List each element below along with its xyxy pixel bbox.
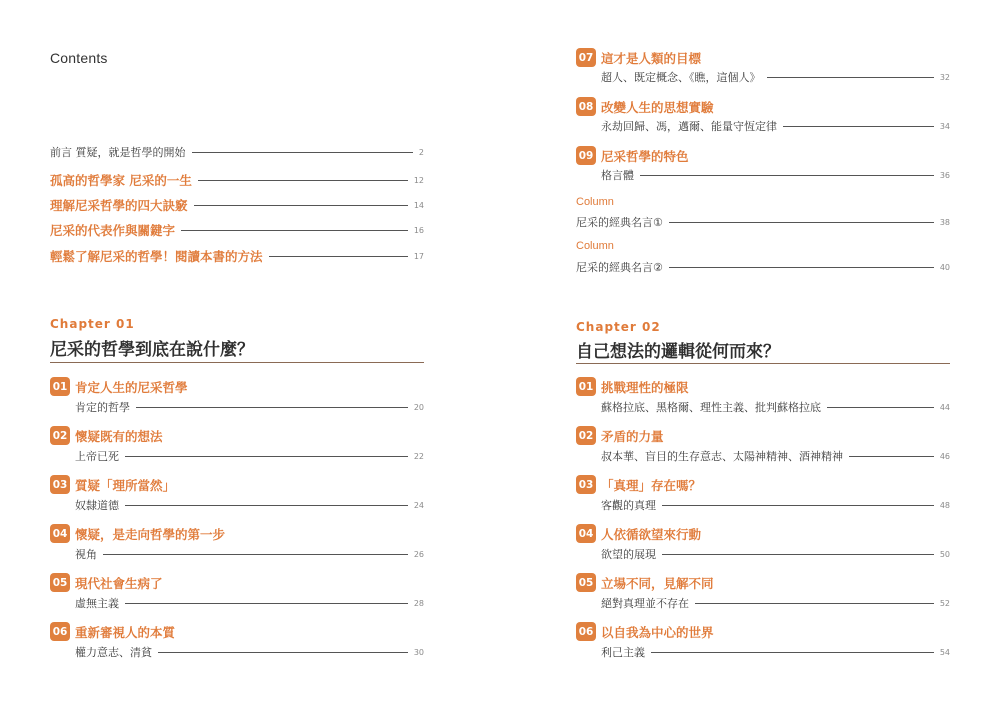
section-number-badge: 01 bbox=[576, 377, 596, 396]
leader-line bbox=[125, 603, 408, 604]
toc-subentry[interactable] bbox=[601, 118, 950, 134]
page-number: 2 bbox=[418, 147, 424, 157]
entry-title: 叔本華、盲目的生存意志、太陽神精神、酒神精神 bbox=[601, 450, 843, 463]
section-title[interactable]: 尼采哲學的特色 bbox=[601, 149, 689, 164]
toc-column-entry[interactable] bbox=[576, 214, 950, 230]
section-title[interactable]: 挑戰理性的極限 bbox=[601, 380, 689, 395]
page-number: 22 bbox=[413, 451, 424, 461]
leader-line bbox=[695, 603, 934, 604]
entry-title: 上帝已死 bbox=[75, 450, 119, 463]
entry-title: 絕對真理並不存在 bbox=[601, 597, 689, 610]
column-label: Column bbox=[576, 196, 614, 208]
toc-subentry[interactable] bbox=[601, 644, 950, 660]
leader-line bbox=[767, 77, 934, 78]
toc-subentry[interactable] bbox=[75, 595, 424, 611]
entry-title: 肯定的哲學 bbox=[75, 401, 130, 414]
chapter-rule bbox=[50, 362, 424, 363]
section-number-badge: 03 bbox=[576, 475, 596, 494]
toc-subentry[interactable] bbox=[601, 167, 950, 183]
page-number: 40 bbox=[939, 262, 950, 272]
toc-subentry[interactable] bbox=[601, 399, 950, 415]
entry-title: 永劫回歸、馮，邁爾、能量守恆定律 bbox=[601, 120, 777, 133]
page-number: 28 bbox=[413, 598, 424, 608]
toc-entry-preface[interactable] bbox=[50, 144, 424, 160]
entry-title: 輕鬆了解尼采的哲學！閱讀本書的方法 bbox=[50, 249, 263, 264]
page-number: 36 bbox=[939, 170, 950, 180]
page-number: 17 bbox=[413, 251, 424, 261]
leader-line bbox=[640, 175, 934, 176]
section-title[interactable]: 以自我為中心的世界 bbox=[601, 625, 714, 640]
section-number-badge: 07 bbox=[576, 48, 596, 67]
section-number-badge: 02 bbox=[576, 426, 596, 445]
leader-line bbox=[103, 554, 408, 555]
section-number-badge: 03 bbox=[50, 475, 70, 494]
toc-subentry[interactable] bbox=[75, 546, 424, 562]
entry-title: 客觀的真理 bbox=[601, 499, 656, 512]
chapter-label: Chapter 02 bbox=[576, 320, 661, 334]
leader-line bbox=[125, 456, 408, 457]
leader-line bbox=[158, 652, 408, 653]
entry-title: 孤高的哲學家 尼采的一生 bbox=[50, 173, 192, 188]
entry-title: 虛無主義 bbox=[75, 597, 119, 610]
leader-line bbox=[669, 222, 934, 223]
toc-entry-intro-2[interactable] bbox=[50, 197, 424, 213]
entry-title: 利己主義 bbox=[601, 646, 645, 659]
page-number: 26 bbox=[413, 549, 424, 559]
page-number: 52 bbox=[939, 598, 950, 608]
section-number-badge: 05 bbox=[576, 573, 596, 592]
section-number-badge: 08 bbox=[576, 97, 596, 116]
section-number-badge: 06 bbox=[576, 622, 596, 641]
entry-title: 理解尼采哲學的四大訣竅 bbox=[50, 198, 188, 213]
section-title[interactable]: 人依循欲望來行動 bbox=[601, 527, 702, 542]
section-number-badge: 02 bbox=[50, 426, 70, 445]
toc-subentry[interactable] bbox=[75, 497, 424, 513]
chapter-label: Chapter 01 bbox=[50, 317, 135, 331]
section-title[interactable]: 這才是人類的目標 bbox=[601, 51, 702, 66]
section-title[interactable]: 肯定人生的尼采哲學 bbox=[75, 380, 188, 395]
entry-title: 前言 質疑，就是哲學的開始 bbox=[50, 146, 186, 159]
section-title[interactable]: 懷疑既有的想法 bbox=[75, 429, 163, 444]
leader-line bbox=[662, 505, 934, 506]
section-number-badge: 01 bbox=[50, 377, 70, 396]
entry-title: 奴隸道德 bbox=[75, 499, 119, 512]
section-title[interactable]: 改變人生的思想實驗 bbox=[601, 100, 714, 115]
section-title[interactable]: 立場不同，見解不同 bbox=[601, 576, 714, 591]
page-number: 54 bbox=[939, 647, 950, 657]
toc-entry-intro-3[interactable] bbox=[50, 222, 424, 238]
leader-line bbox=[783, 126, 934, 127]
leader-line bbox=[269, 256, 408, 257]
leader-line bbox=[192, 152, 413, 153]
toc-subentry[interactable] bbox=[601, 595, 950, 611]
section-title[interactable]: 「真理」存在嗎？ bbox=[601, 478, 702, 493]
entry-title: 欲望的展現 bbox=[601, 548, 656, 561]
page-number: 38 bbox=[939, 217, 950, 227]
section-number-badge: 06 bbox=[50, 622, 70, 641]
leader-line bbox=[827, 407, 934, 408]
page-number: 46 bbox=[939, 451, 950, 461]
page-number: 24 bbox=[413, 500, 424, 510]
toc-column-entry[interactable] bbox=[576, 259, 950, 275]
page-number: 48 bbox=[939, 500, 950, 510]
leader-line bbox=[194, 205, 408, 206]
toc-subentry[interactable] bbox=[75, 399, 424, 415]
section-title[interactable]: 質疑「理所當然」 bbox=[75, 478, 176, 493]
chapter-title: 尼采的哲學到底在說什麼？ bbox=[50, 340, 254, 360]
section-title[interactable]: 現代社會生病了 bbox=[75, 576, 163, 591]
leader-line bbox=[651, 652, 934, 653]
section-number-badge: 09 bbox=[576, 146, 596, 165]
entry-title: 尼采的經典名言② bbox=[576, 261, 663, 274]
page-number: 44 bbox=[939, 402, 950, 412]
page-number: 12 bbox=[413, 175, 424, 185]
page-number: 16 bbox=[413, 225, 424, 235]
page-number: 30 bbox=[413, 647, 424, 657]
toc-subentry[interactable] bbox=[601, 497, 950, 513]
leader-line bbox=[198, 180, 408, 181]
leader-line bbox=[662, 554, 934, 555]
contents-heading: Contents bbox=[50, 50, 108, 66]
chapter-title: 自己想法的邏輯從何而來？ bbox=[576, 342, 780, 362]
toc-subentry[interactable] bbox=[601, 546, 950, 562]
page-number: 34 bbox=[939, 121, 950, 131]
toc-subentry[interactable] bbox=[601, 69, 950, 85]
toc-subentry[interactable] bbox=[601, 448, 950, 464]
leader-line bbox=[669, 267, 934, 268]
page-number: 32 bbox=[939, 72, 950, 82]
section-number-badge: 04 bbox=[50, 524, 70, 543]
toc-subentry[interactable] bbox=[75, 448, 424, 464]
page-number: 14 bbox=[413, 200, 424, 210]
entry-title: 尼采的代表作與關鍵字 bbox=[50, 223, 176, 238]
leader-line bbox=[125, 505, 408, 506]
section-title[interactable]: 懷疑，是走向哲學的第一步 bbox=[75, 527, 226, 542]
entry-title: 超人、既定概念、《瞧，這個人》 bbox=[601, 71, 761, 84]
section-title[interactable]: 矛盾的力量 bbox=[601, 429, 664, 444]
column-label: Column bbox=[576, 240, 614, 252]
leader-line bbox=[181, 230, 408, 231]
section-title[interactable]: 重新審視人的本質 bbox=[75, 625, 176, 640]
entry-title: 格言體 bbox=[601, 169, 634, 182]
page-number: 20 bbox=[413, 402, 424, 412]
entry-title: 權力意志、清貧 bbox=[75, 646, 152, 659]
page-number: 50 bbox=[939, 549, 950, 559]
toc-entry-intro-4[interactable] bbox=[50, 248, 424, 264]
leader-line bbox=[136, 407, 408, 408]
section-number-badge: 05 bbox=[50, 573, 70, 592]
toc-entry-intro-1[interactable] bbox=[50, 172, 424, 188]
chapter-rule bbox=[576, 363, 950, 364]
entry-title: 蘇格拉底、黑格爾、理性主義、批判蘇格拉底 bbox=[601, 401, 821, 414]
leader-line bbox=[849, 456, 934, 457]
entry-title: 尼采的經典名言① bbox=[576, 216, 663, 229]
section-number-badge: 04 bbox=[576, 524, 596, 543]
entry-title: 視角 bbox=[75, 548, 97, 561]
toc-subentry[interactable] bbox=[75, 644, 424, 660]
